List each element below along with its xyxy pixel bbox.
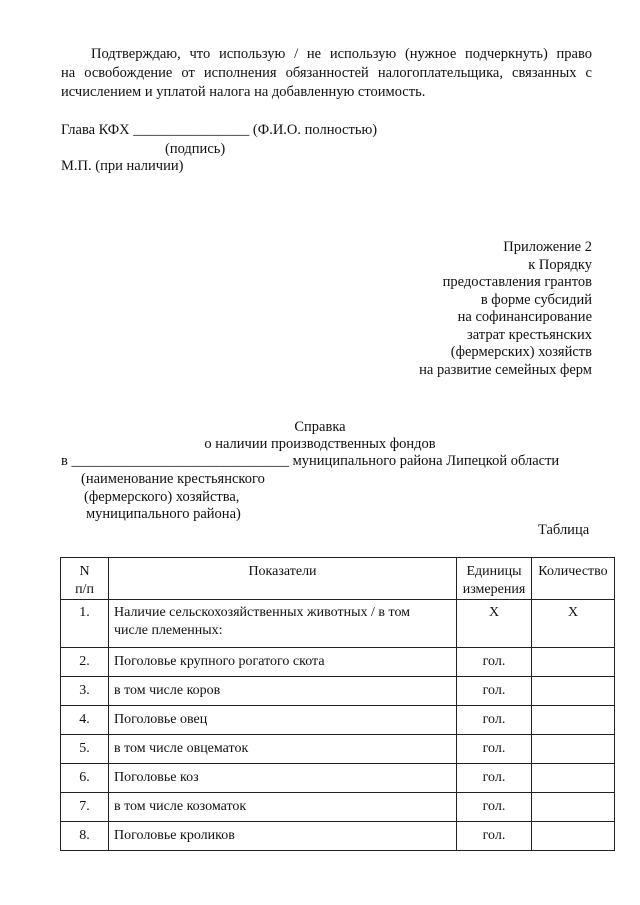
row-indicator: в том числе коров bbox=[109, 677, 457, 706]
confirmation-line-1: Подтверждаю, что использую / не использую (нужное подчеркнуть) право bbox=[91, 46, 592, 62]
signature-line bbox=[61, 122, 377, 139]
farm-hint-line: муниципального района) bbox=[86, 506, 241, 522]
farm-suffix: муниципального района Липецкой области bbox=[292, 453, 560, 469]
table-row bbox=[61, 677, 615, 706]
row-unit: гол. bbox=[457, 706, 532, 735]
signature-blank: ________________ bbox=[133, 122, 250, 138]
row-indicator: в том числе козоматок bbox=[109, 793, 457, 822]
row-quantity: Х bbox=[532, 600, 615, 648]
table-row bbox=[61, 706, 615, 735]
fio-hint: (Ф.И.О. полностью) bbox=[252, 122, 378, 138]
appendix-line: на софинансирование bbox=[457, 309, 592, 325]
row-indicator: Наличие сельскохозяйственных животных / в том числе племенных: bbox=[109, 600, 457, 648]
farm-hint-line: (наименование крестьянского bbox=[81, 471, 265, 487]
farm-hint-line: (фермерского) хозяйства, bbox=[84, 489, 240, 505]
appendix-line: к Порядку bbox=[528, 256, 592, 273]
row-quantity bbox=[532, 822, 615, 851]
stamp-note: М.П. (при наличии) bbox=[61, 158, 184, 174]
row-number: 3. bbox=[61, 677, 109, 706]
farm-prefix: в bbox=[61, 453, 68, 469]
row-indicator: Поголовье крупного рогатого скота bbox=[109, 648, 457, 677]
row-indicator: Поголовье коз bbox=[109, 764, 457, 793]
row-indicator: в том числе овцематок bbox=[109, 735, 457, 764]
row-number: 7. bbox=[61, 793, 109, 822]
header-unit: Единицы измерения bbox=[457, 558, 532, 600]
header-n: N п/п bbox=[61, 558, 109, 600]
head-label: Глава КФХ bbox=[61, 122, 130, 138]
confirmation-line-3: исчислением и уплатой налога на добавленную стоимость. bbox=[61, 84, 426, 100]
header-indicator: Показатели bbox=[109, 558, 457, 600]
appendix-block bbox=[419, 239, 592, 379]
appendix-line: затрат крестьянских bbox=[467, 326, 592, 343]
row-quantity bbox=[532, 648, 615, 677]
sign-hint: (подпись) bbox=[165, 141, 226, 157]
row-number: 1. bbox=[61, 600, 109, 648]
confirmation-line-2: на освобождение от исполнения обязанностей налогоплательщика, связанных с bbox=[61, 65, 592, 81]
row-indicator: Поголовье кроликов bbox=[109, 822, 457, 851]
row-unit: гол. bbox=[457, 793, 532, 822]
row-unit: гол. bbox=[457, 648, 532, 677]
certificate-farm-line bbox=[61, 453, 559, 470]
indicators-table bbox=[60, 557, 615, 851]
row-quantity bbox=[532, 706, 615, 735]
row-unit: гол. bbox=[457, 677, 532, 706]
row-unit: гол. bbox=[457, 764, 532, 793]
row-quantity bbox=[532, 793, 615, 822]
row-quantity bbox=[532, 764, 615, 793]
row-indicator: Поголовье овец bbox=[109, 706, 457, 735]
row-number: 6. bbox=[61, 764, 109, 793]
row-quantity bbox=[532, 677, 615, 706]
appendix-line: предоставления грантов bbox=[442, 274, 592, 290]
appendix-line: на развитие семейных ферм bbox=[419, 361, 592, 378]
table-label: Таблица bbox=[538, 522, 590, 538]
appendix-line: в форме субсидий bbox=[480, 291, 592, 308]
appendix-line: (фермерских) хозяйств bbox=[450, 344, 592, 360]
row-number: 4. bbox=[61, 706, 109, 735]
table-row bbox=[61, 735, 615, 764]
table-row bbox=[61, 822, 615, 851]
farm-blank: ______________________________ bbox=[71, 453, 289, 469]
certificate-subtitle: о наличии производственных фондов bbox=[204, 436, 436, 452]
table-row bbox=[61, 648, 615, 677]
table-row bbox=[61, 600, 615, 648]
table-header-row bbox=[61, 558, 615, 600]
header-qty: Количество bbox=[532, 558, 615, 600]
row-quantity bbox=[532, 735, 615, 764]
row-unit: Х bbox=[457, 600, 532, 648]
row-number: 5. bbox=[61, 735, 109, 764]
row-number: 8. bbox=[61, 822, 109, 851]
row-number: 2. bbox=[61, 648, 109, 677]
table-row bbox=[61, 764, 615, 793]
confirmation-paragraph bbox=[61, 45, 592, 102]
row-unit: гол. bbox=[457, 735, 532, 764]
table-row bbox=[61, 793, 615, 822]
appendix-line: Приложение 2 bbox=[503, 239, 592, 255]
certificate-title: Справка bbox=[294, 419, 346, 435]
row-unit: гол. bbox=[457, 822, 532, 851]
